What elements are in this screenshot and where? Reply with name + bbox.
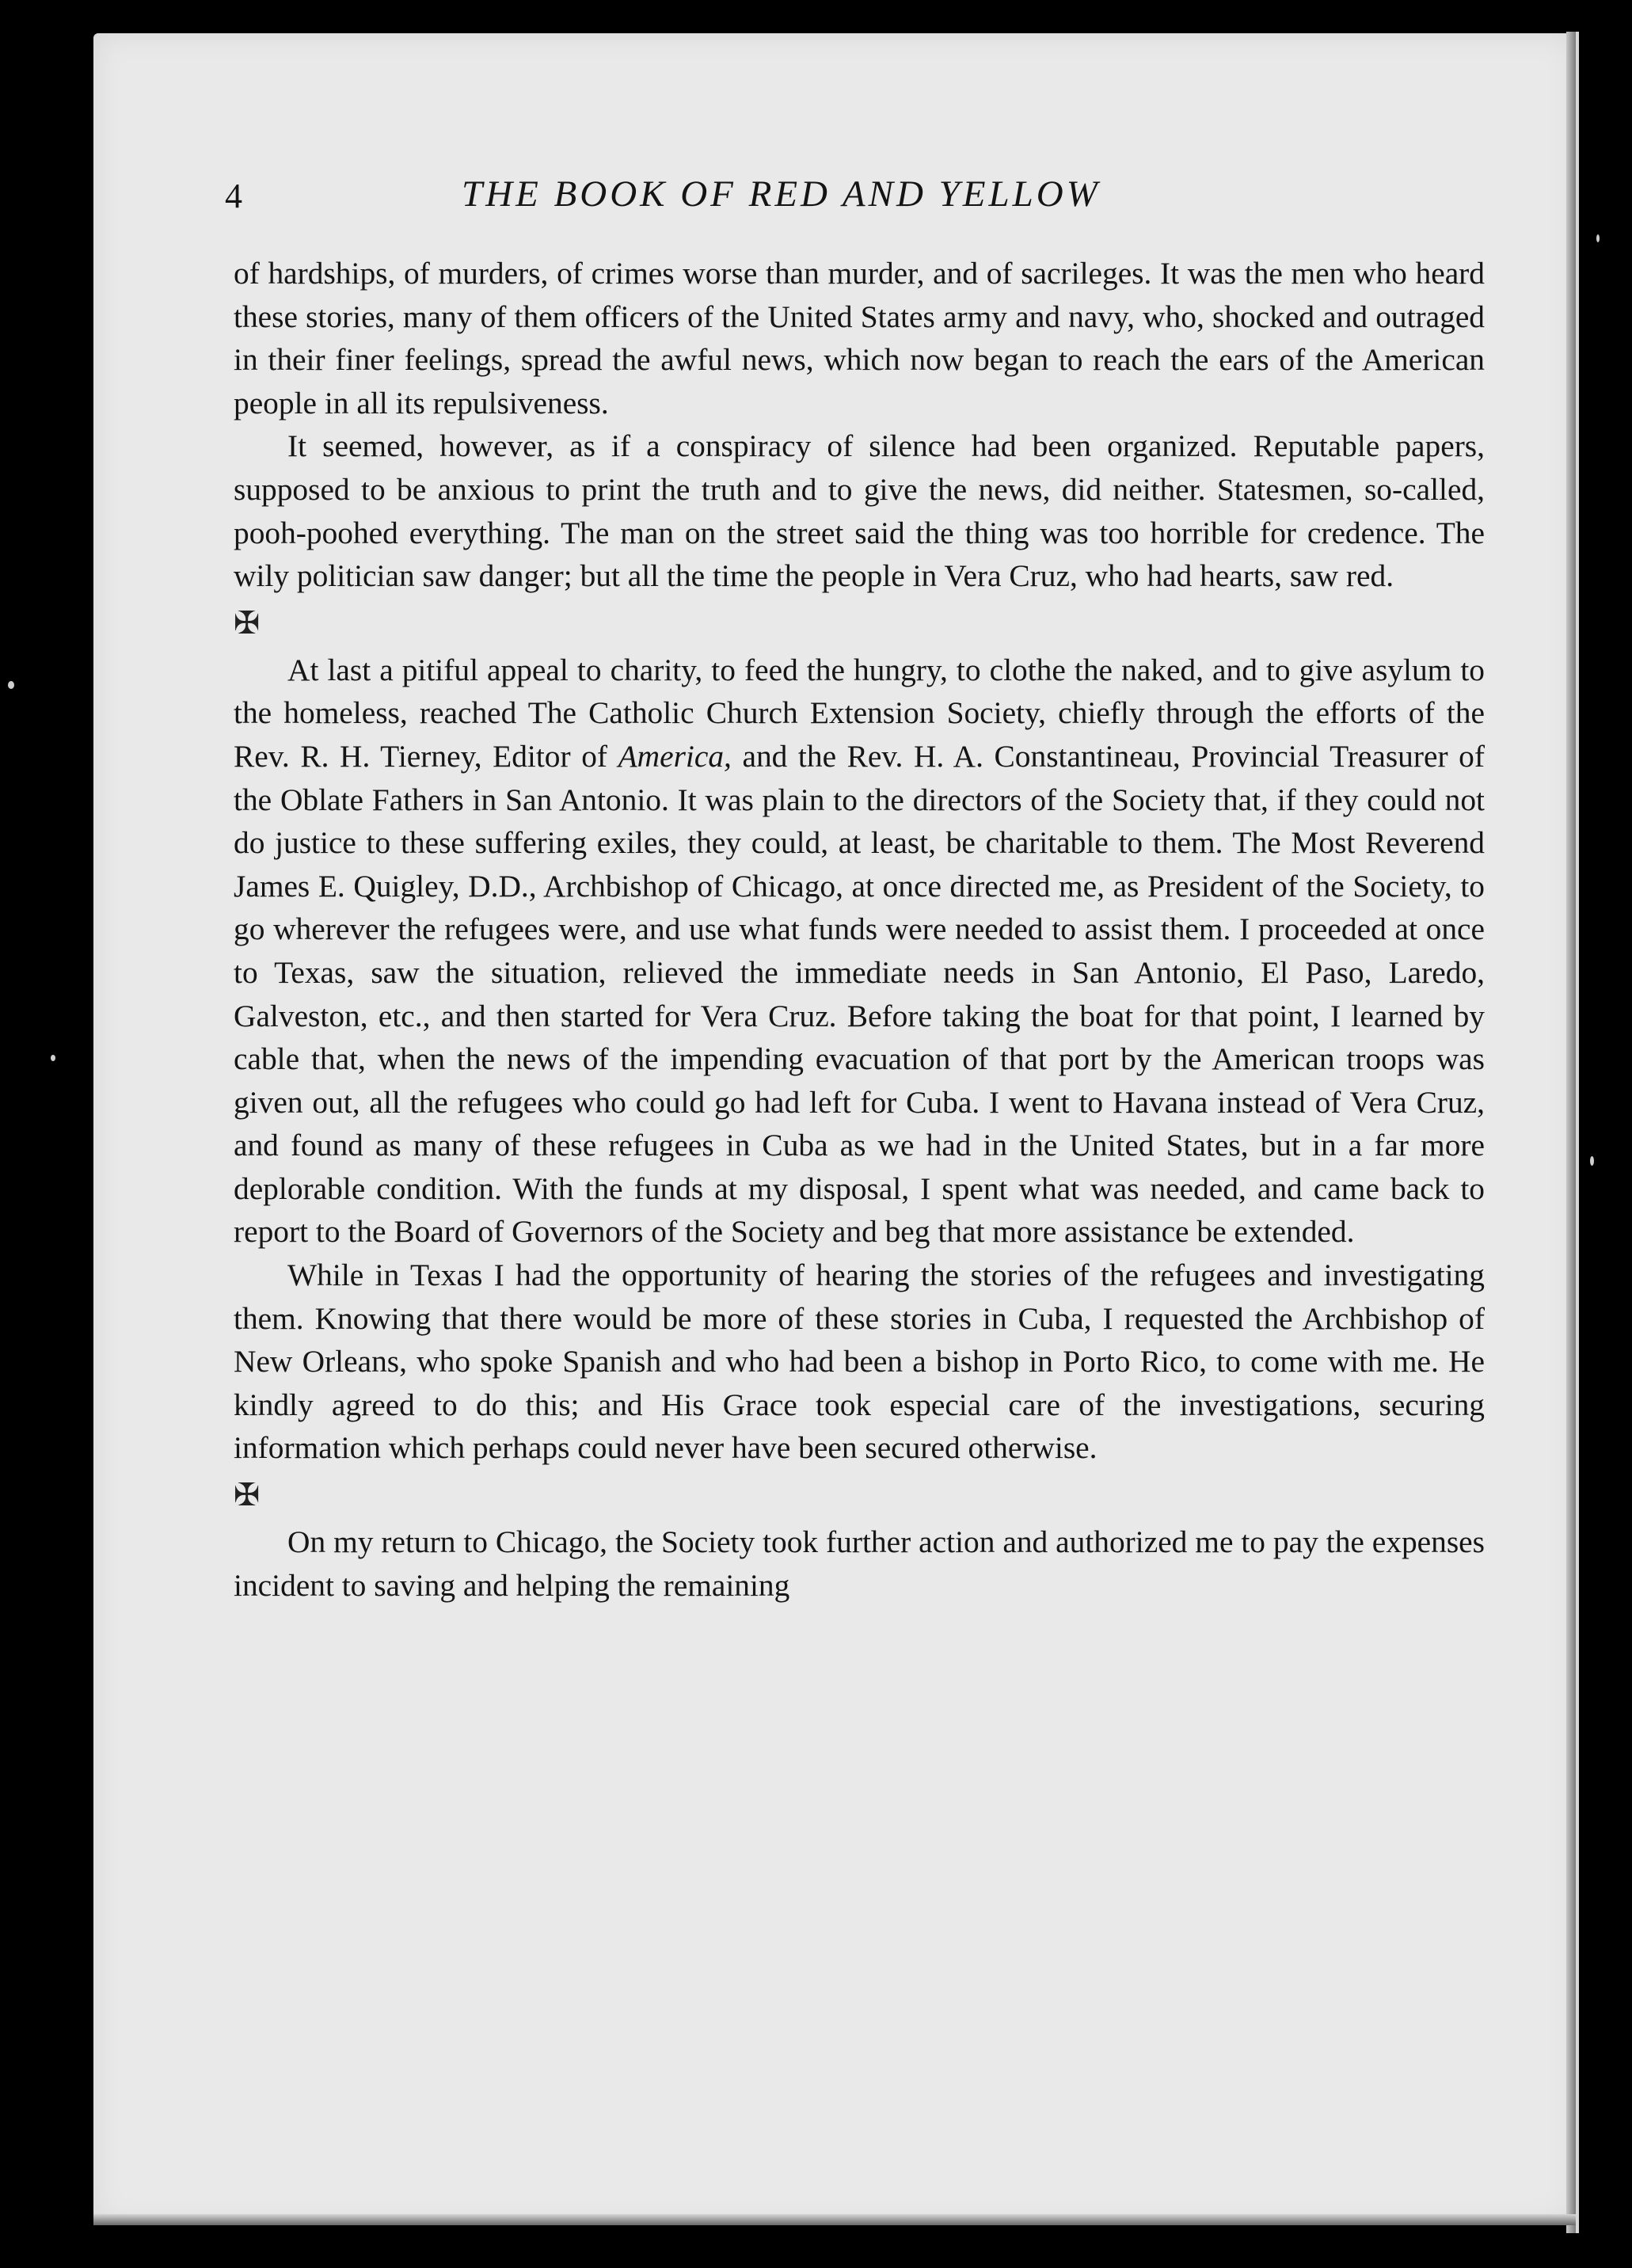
page-header bbox=[93, 173, 1576, 228]
paragraph-4: While in Texas I had the opportunity of hearing the stories of the refugees and investigating them. Knowing that there would be more of these stories in Cuba, I requested the Archbishop of New Orleans, who spoke Spanish and who had been a bishop in Porto Rico, to come with me. He kindly agreed to do this; and His Grace took especial care of the investigations, securing information which perhaps could never have been secured otherwise. bbox=[234, 1258, 1485, 1466]
publication-title: America, bbox=[618, 738, 732, 774]
paragraph-5: On my return to Chicago, the Society took further action and authorized me to pay the expenses incident to saving and helping the remaining bbox=[234, 1524, 1485, 1603]
body-text bbox=[234, 252, 1485, 1607]
page-edge-right bbox=[1566, 32, 1576, 2233]
page-number: 4 bbox=[225, 177, 242, 215]
paragraph-3-text-a: At last a pitiful appeal to charity, to feed the hungry, to clothe the naked, and to give asylum to the homeless, reached The Catholic Church Extension Society, chiefly through the efforts of the Rev. R. H. Tierney, Editor of bbox=[234, 652, 1485, 774]
scan-speck bbox=[1590, 1156, 1594, 1166]
page-spine bbox=[1576, 32, 1579, 2233]
paragraph-2: It seemed, however, as if a conspiracy of silence had been organized. Reputable papers, supposed to be anxious to print the truth and to give the news, did neither. Statesmen, so-called, pooh-poohed everything. The man on the street said the thing was too horrible for credence. The wily politician saw danger; but all the time the people in Vera Cruz, who had hearts, saw red. bbox=[234, 428, 1485, 594]
scan-speck bbox=[1596, 234, 1600, 242]
section-ornament-2: ✠ bbox=[234, 1477, 261, 1514]
running-title: THE BOOK OF RED AND YELLOW bbox=[462, 173, 1101, 215]
scan-speck bbox=[8, 681, 14, 689]
scan-speck bbox=[51, 1055, 55, 1061]
book-page bbox=[93, 33, 1576, 2225]
paragraph-3 bbox=[234, 649, 1485, 1254]
page-edge-bottom bbox=[93, 2214, 1576, 2225]
paragraph-1: of hardships, of murders, of crimes worse than murder, and of sacrileges. It was the men who heard these stories, many of them officers of the United States army and navy, who, shocked and outraged in their finer feelings, spread the awful news, which now began to reach the ears of the American people in all its repulsiveness. bbox=[234, 256, 1485, 420]
section-ornament-1: ✠ bbox=[234, 604, 261, 641]
paragraph-3-text-b: and the Rev. H. A. Constantineau, Provincial Treasurer of the Oblate Fathers in San Antonio. It was plain to the directors of the Society that, if they could not do justice to these suffering exiles, they could, at least, be charitable to them. The Most Reverend James E. Quigley, D.D., Archbishop of Chicago, at once directed me, as President of the Society, to go wherever the refugees were, and use what funds were needed to assist them. I proceeded at once to Texas, saw the situation, relieved the immediate needs in San Antonio, El Paso, Laredo, Galveston, etc., and then started for Vera Cruz. Before taking the boat for that point, I learned by cable that, when the news of the impending evacuation of that port by the American troops was given out, all the refugees who could go had left for Cuba. I went to Havana instead of Vera Cruz, and found as many of these refugees in Cuba as we had in the United States, but in a far more deplorable condition. With the funds at my disposal, I spent what was needed, and came back to report to the Board of Governors of the Society and beg that more assistance be extended. bbox=[234, 738, 1485, 1250]
